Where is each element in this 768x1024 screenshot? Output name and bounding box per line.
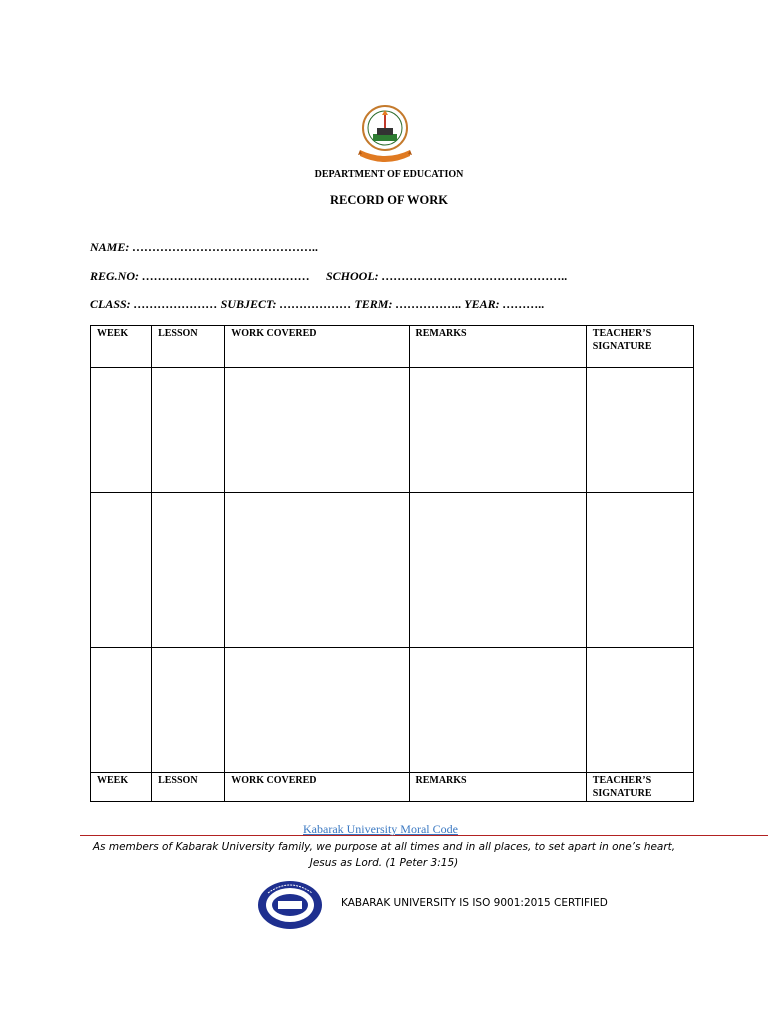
header-cell: LESSON <box>152 326 225 368</box>
table-cell[interactable] <box>91 648 152 773</box>
footer-cell: WEEK <box>91 773 152 802</box>
table-cell[interactable] <box>152 493 225 648</box>
table-cell[interactable] <box>586 648 693 773</box>
header-cell: WORK COVERED <box>225 326 409 368</box>
table-row <box>91 493 694 648</box>
header-cell: WEEK <box>91 326 152 368</box>
iso-certification-text: KABARAK UNIVERSITY IS ISO 9001:2015 CERTIFIED <box>341 897 608 909</box>
table-cell[interactable] <box>91 493 152 648</box>
table-cell[interactable] <box>409 648 586 773</box>
kebs-seal-icon <box>256 879 324 931</box>
class-subject-term-year-field: CLASS: ………………… SUBJECT: ……………… TERM: …………….. YEAR: ……….. <box>90 297 545 311</box>
header-cell: TEACHER’S SIGNATURE <box>586 326 693 368</box>
department-heading: DEPARTMENT OF EDUCATION <box>314 169 464 180</box>
name-field: NAME: ……………………………………….. <box>90 240 319 254</box>
table-cell[interactable] <box>91 368 152 493</box>
document-title: RECORD OF WORK <box>329 193 449 207</box>
table-cell[interactable] <box>225 368 409 493</box>
table-cell[interactable] <box>225 648 409 773</box>
record-of-work-table <box>90 325 694 802</box>
footer-cell: TEACHER’S SIGNATURE <box>586 773 693 802</box>
regno-field: REG.NO: …………………………………… <box>90 269 311 283</box>
header-cell: REMARKS <box>409 326 586 368</box>
table-footer-row <box>91 773 694 802</box>
table-cell[interactable] <box>409 368 586 493</box>
footer-cell: LESSON <box>152 773 225 802</box>
table-cell[interactable] <box>586 493 693 648</box>
university-logo <box>358 104 412 166</box>
table-header-row <box>91 326 694 368</box>
table-cell[interactable] <box>152 368 225 493</box>
table-row <box>91 368 694 493</box>
footer-cell: REMARKS <box>409 773 586 802</box>
footer-cell: WORK COVERED <box>225 773 409 802</box>
moral-code-text: As members of Kabarak University family, we purpose at all times and in all places, to set apart in one’s heart, Jesus as Lord. (1 Peter 3:15) <box>92 841 676 869</box>
school-field: SCHOOL: ……………………………………….. <box>326 269 568 283</box>
table-row <box>91 648 694 773</box>
table-cell[interactable] <box>586 368 693 493</box>
moral-code-title: Kabarak University Moral Code <box>303 822 458 836</box>
table-cell[interactable] <box>225 493 409 648</box>
table-cell[interactable] <box>152 648 225 773</box>
table-cell[interactable] <box>409 493 586 648</box>
